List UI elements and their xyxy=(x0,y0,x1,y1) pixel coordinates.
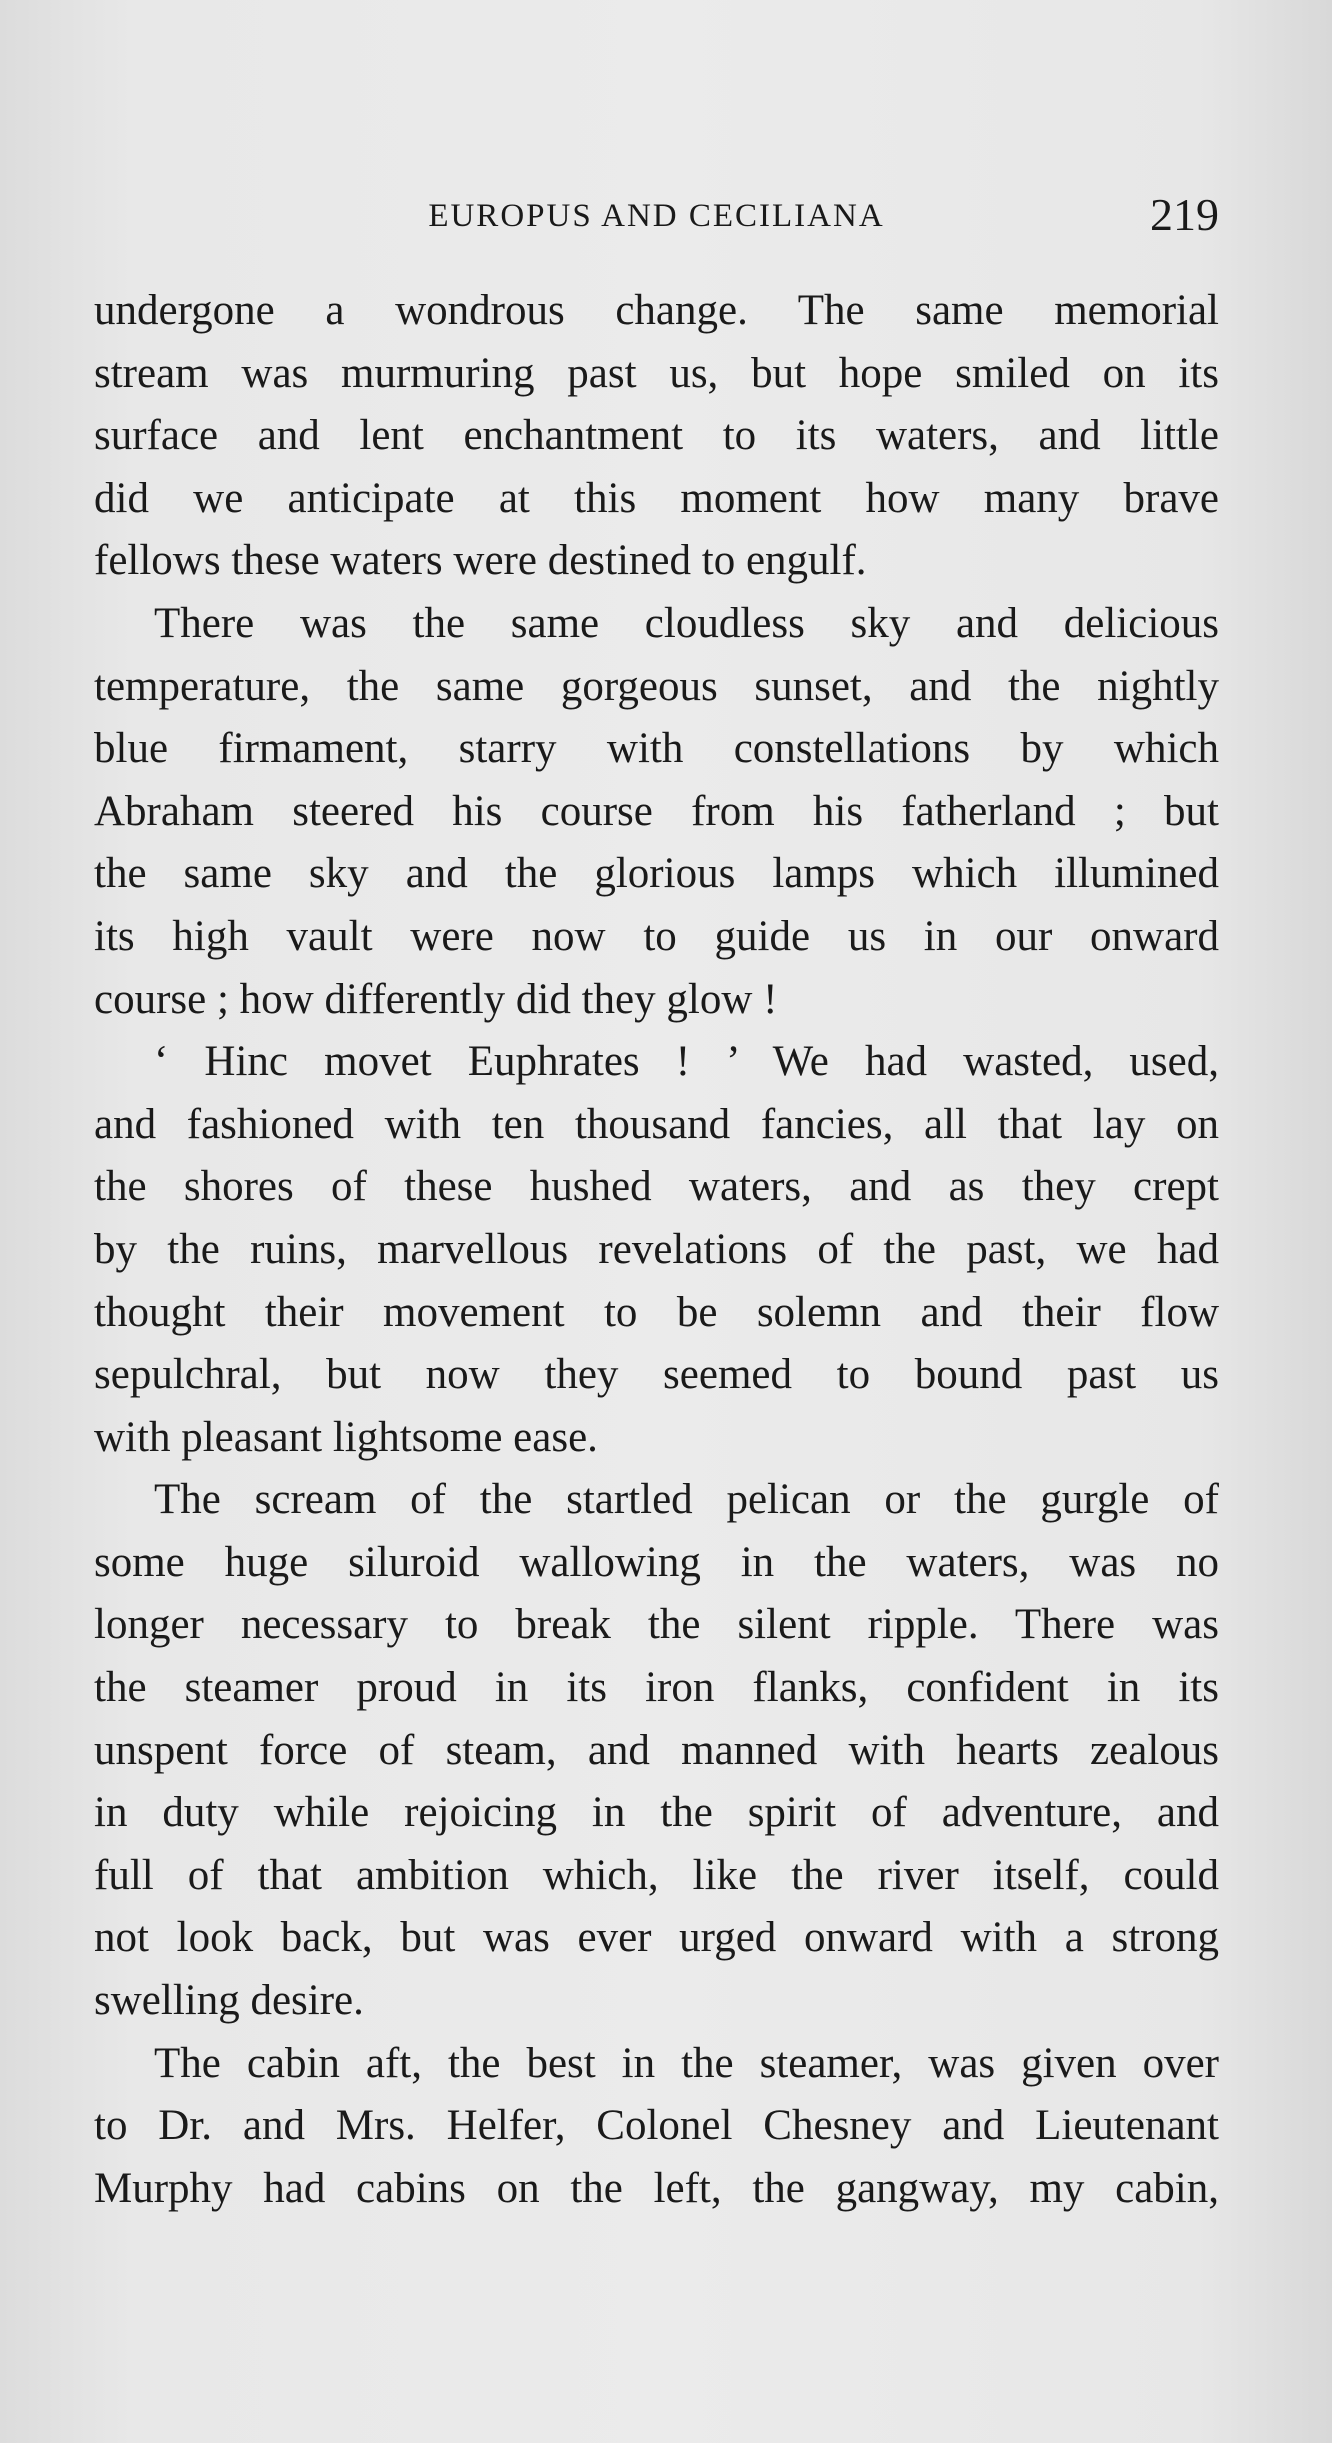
text-line: swelling desire. xyxy=(94,1977,364,2025)
text-line: longer necessary to break the silent ripple. There was xyxy=(94,1601,1219,1649)
text-line: Murphy had cabins on the left, the gangway, my cabin, xyxy=(94,2164,1219,2212)
text-line: and fashioned with ten thousand fancies, all that lay on xyxy=(94,1100,1219,1148)
text-line: to Dr. and Mrs. Helfer, Colonel Chesney and Lieutenant xyxy=(94,2102,1219,2150)
text-line: did we anticipate at this moment how many brave xyxy=(94,474,1219,522)
body-text xyxy=(94,280,1219,2220)
paragraph xyxy=(94,593,1219,1031)
text-line: sepulchral, but now they seemed to bound past us xyxy=(94,1351,1219,1399)
running-head xyxy=(94,188,1219,248)
text-line: The scream of the startled pelican or the gurgle of xyxy=(154,1476,1219,1524)
text-line: the same sky and the glorious lamps which illumined xyxy=(94,850,1219,898)
text-line: the steamer proud in its iron flanks, confident in its xyxy=(94,1664,1219,1712)
paragraph xyxy=(94,1469,1219,2032)
text-line: There was the same cloudless sky and delicious xyxy=(154,599,1219,647)
text-line: by the ruins, marvellous revelations of the past, we had xyxy=(94,1225,1219,1273)
paragraph xyxy=(94,2033,1219,2221)
text-line: course ; how differently did they glow ! xyxy=(94,975,778,1023)
text-line: in duty while rejoicing in the spirit of adventure, and xyxy=(94,1789,1219,1837)
text-line: ‘ Hinc movet Euphrates ! ’ We had wasted, used, xyxy=(154,1038,1219,1086)
text-line: fellows these waters were destined to engulf. xyxy=(94,537,867,585)
text-line: The cabin aft, the best in the steamer, was given over xyxy=(154,2039,1219,2087)
text-line: unspent force of steam, and manned with hearts zealous xyxy=(94,1726,1219,1774)
text-line: not look back, but was ever urged onward with a strong xyxy=(94,1914,1219,1962)
text-line: surface and lent enchantment to its waters, and little xyxy=(94,412,1219,460)
running-title: EUROPUS AND CECILIANA xyxy=(428,198,885,234)
text-line: blue firmament, starry with constellations by which xyxy=(94,725,1219,773)
text-line: temperature, the same gorgeous sunset, and the nightly xyxy=(94,662,1219,710)
text-line: undergone a wondrous change. The same memorial xyxy=(94,287,1219,334)
paragraph xyxy=(94,1031,1219,1469)
text-line: its high vault were now to guide us in our onward xyxy=(94,912,1219,960)
text-line: full of that ambition which, like the river itself, could xyxy=(94,1851,1219,1899)
text-line: thought their movement to be solemn and their flow xyxy=(94,1288,1219,1336)
text-line: stream was murmuring past us, but hope smiled on its xyxy=(94,349,1219,397)
text-line: some huge siluroid wallowing in the waters, was no xyxy=(94,1538,1219,1586)
text-line: the shores of these hushed waters, and as they crept xyxy=(94,1163,1219,1211)
text-line: Abraham steered his course from his fatherland ; but xyxy=(94,787,1219,835)
page-number: 219 xyxy=(1150,189,1219,240)
text-line: with pleasant lightsome ease. xyxy=(94,1413,598,1461)
paragraph xyxy=(94,280,1219,593)
